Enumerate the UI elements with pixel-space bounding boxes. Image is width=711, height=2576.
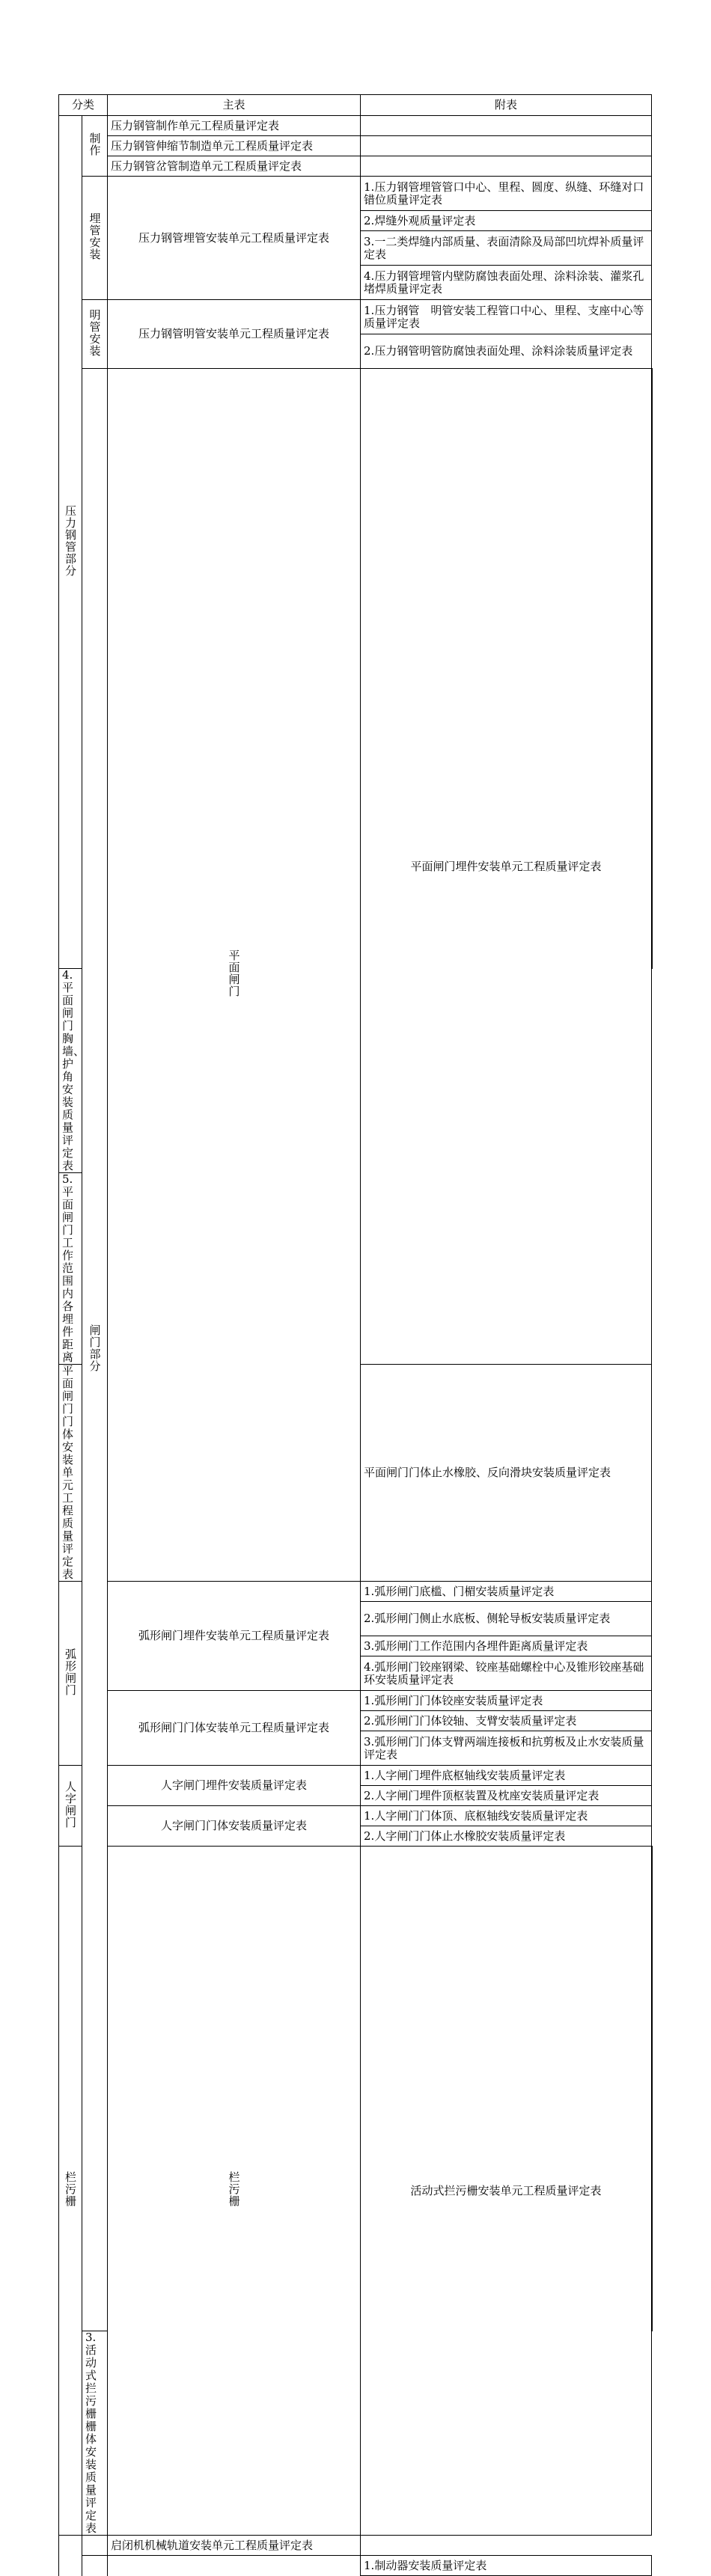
main-form-cell: 启闭机机械轨道安装单元工程质量评定表 xyxy=(108,2536,361,2556)
table-row xyxy=(59,116,653,136)
group-trashrack-label: 栏污栅 xyxy=(59,1847,82,2536)
attached-form-cell xyxy=(652,2051,653,2331)
table-row xyxy=(59,369,653,573)
main-form-cell: 压力钢管岔管制造单元工程质量评定表 xyxy=(108,156,361,177)
main-form-cell: 压力钢管伸缩节制造单元工程质量评定表 xyxy=(108,136,361,156)
main-form-cell: 压力钢管明管安装单元工程质量评定表 xyxy=(108,300,361,369)
attached-form-cell: 3.弧形闸门工作范围内各埋件距离质量评定表 xyxy=(361,1636,652,1656)
table-row xyxy=(59,1806,653,1826)
attached-form-cell: 1.弧形闸门底槛、门楣安装质量评定表 xyxy=(361,1582,652,1602)
subgroup-fabrication-label: 制作 xyxy=(82,116,108,177)
main-form-cell xyxy=(108,2556,361,2576)
attached-form-cell xyxy=(652,573,653,777)
attached-form-cell: 4.平面闸门胸墙、护角安装质量评定表 xyxy=(59,969,82,1173)
attached-form-cell xyxy=(652,1847,653,2051)
attached-form-cell xyxy=(361,136,652,156)
subgroup-buried-label: 埋管安装 xyxy=(82,177,108,300)
attached-form-cell xyxy=(652,777,653,969)
main-form-cell: 平面闸门门体安装单元工程质量评定表 xyxy=(59,1365,82,1582)
attached-form-cell: 2.弧形闸门侧止水底板、侧轮导板安装质量评定表 xyxy=(361,1602,652,1636)
attached-form-cell: 5.平面闸门工作范围内各埋件距离 xyxy=(59,1173,82,1365)
main-form-cell: 活动式拦污栅安装单元工程质量评定表 xyxy=(361,1847,652,2536)
attached-form-cell: 2.焊缝外观质量评定表 xyxy=(361,211,652,231)
main-form-cell: 弧形闸门门体安装单元工程质量评定表 xyxy=(108,1691,361,1766)
attached-form-cell: 4.弧形闸门铰座钢梁、铰座基础螺栓中心及锥形铰座基础环安装质量评定表 xyxy=(361,1656,652,1691)
subgroup-exposed-label: 明管安装 xyxy=(82,300,108,369)
table-row xyxy=(59,1766,653,1786)
attached-form-cell: 2.人字闸门埋件顶枢装置及枕座安装质量评定表 xyxy=(361,1786,652,1806)
group-hoist-label xyxy=(59,2536,82,2576)
table-row xyxy=(59,1847,653,2051)
subgroup-trashrack-label: 栏污栅 xyxy=(108,1847,361,2536)
attached-form-cell: 3.弧形闸门门体支臂两端连接板和抗剪板及止水安装质量评定表 xyxy=(361,1731,652,1766)
table-row xyxy=(59,177,653,211)
table-row xyxy=(59,1691,653,1711)
attached-form-cell: 1.制动器安装质量评定表 xyxy=(361,2556,652,2576)
quality-assessment-table xyxy=(58,94,653,2576)
attached-form-cell: 1.人字闸门门体顶、底枢轴线安装质量评定表 xyxy=(361,1806,652,1826)
attached-form-cell: 2.人字闸门门体止水橡胶安装质量评定表 xyxy=(361,1826,652,1847)
attached-form-cell: 1.弧形闸门门体铰座安装质量评定表 xyxy=(361,1691,652,1711)
attached-form-cell: 2.弧形闸门门体铰轴、支臂安装质量评定表 xyxy=(361,1711,652,1731)
group-gate-label: 闸门部分 xyxy=(82,369,108,2331)
attached-form-cell: 1.人字闸门埋件底枢轴线安装质量评定表 xyxy=(361,1766,652,1786)
main-form-cell: 人字闸门埋件安装质量评定表 xyxy=(108,1766,361,1806)
table-row xyxy=(59,1582,653,1602)
subgroup-hoist-rail-label xyxy=(82,2536,108,2556)
table-row xyxy=(59,2556,653,2576)
attached-form-cell: 1.压力钢管 明管安装工程管口中心、里程、支座中心等质量评定表 xyxy=(361,300,652,334)
attached-form-cell: 1.压力钢管埋管管口中心、里程、圆度、纵缝、环缝对口错位质量评定表 xyxy=(361,177,652,211)
main-form-cell: 压力钢管埋管安装单元工程质量评定表 xyxy=(108,177,361,300)
subgroup-miter-gate-label: 人字闸门 xyxy=(59,1766,82,1847)
attached-form-cell xyxy=(361,116,652,136)
main-form-cell: 弧形闸门埋件安装单元工程质量评定表 xyxy=(108,1582,361,1691)
table-row xyxy=(59,156,653,177)
table-row xyxy=(59,300,653,334)
attached-form-cell xyxy=(361,2536,652,2556)
attached-form-cell: 平面闸门门体止水橡胶、反向滑块安装质量评定表 xyxy=(361,1365,652,1582)
subgroup-plane-gate-label: 平面闸门 xyxy=(108,369,361,1582)
attached-form-cell: 3.一二类焊缝内部质量、表面清除及局部凹坑焊补质量评定表 xyxy=(361,231,652,266)
subgroup-hoist-label xyxy=(82,2556,108,2576)
attached-form-cell xyxy=(361,156,652,177)
group-penstock-label: 压力钢管部分 xyxy=(59,116,82,969)
main-form-cell: 人字闸门门体安装质量评定表 xyxy=(108,1806,361,1847)
attached-form-cell: 3.活动式拦污栅栅体安装质量评定表 xyxy=(82,2331,108,2536)
table-row xyxy=(59,2536,653,2556)
subgroup-radial-gate-label: 弧形闸门 xyxy=(59,1582,82,1766)
main-form-cell: 压力钢管制作单元工程质量评定表 xyxy=(108,116,361,136)
attached-form-cell: 4.压力钢管埋管内壁防腐蚀表面处理、涂料涂装、灌浆孔堵焊质量评定表 xyxy=(361,266,652,300)
attached-form-cell xyxy=(652,369,653,573)
main-form-cell: 平面闸门埋件安装单元工程质量评定表 xyxy=(361,369,652,1365)
header-attached: 附表 xyxy=(361,95,652,116)
table-header-row xyxy=(59,95,653,116)
attached-form-cell: 2.压力钢管明管防腐蚀表面处理、涂料涂装质量评定表 xyxy=(361,334,652,369)
table-row xyxy=(59,136,653,156)
header-category: 分类 xyxy=(59,95,108,116)
header-main: 主表 xyxy=(108,95,361,116)
